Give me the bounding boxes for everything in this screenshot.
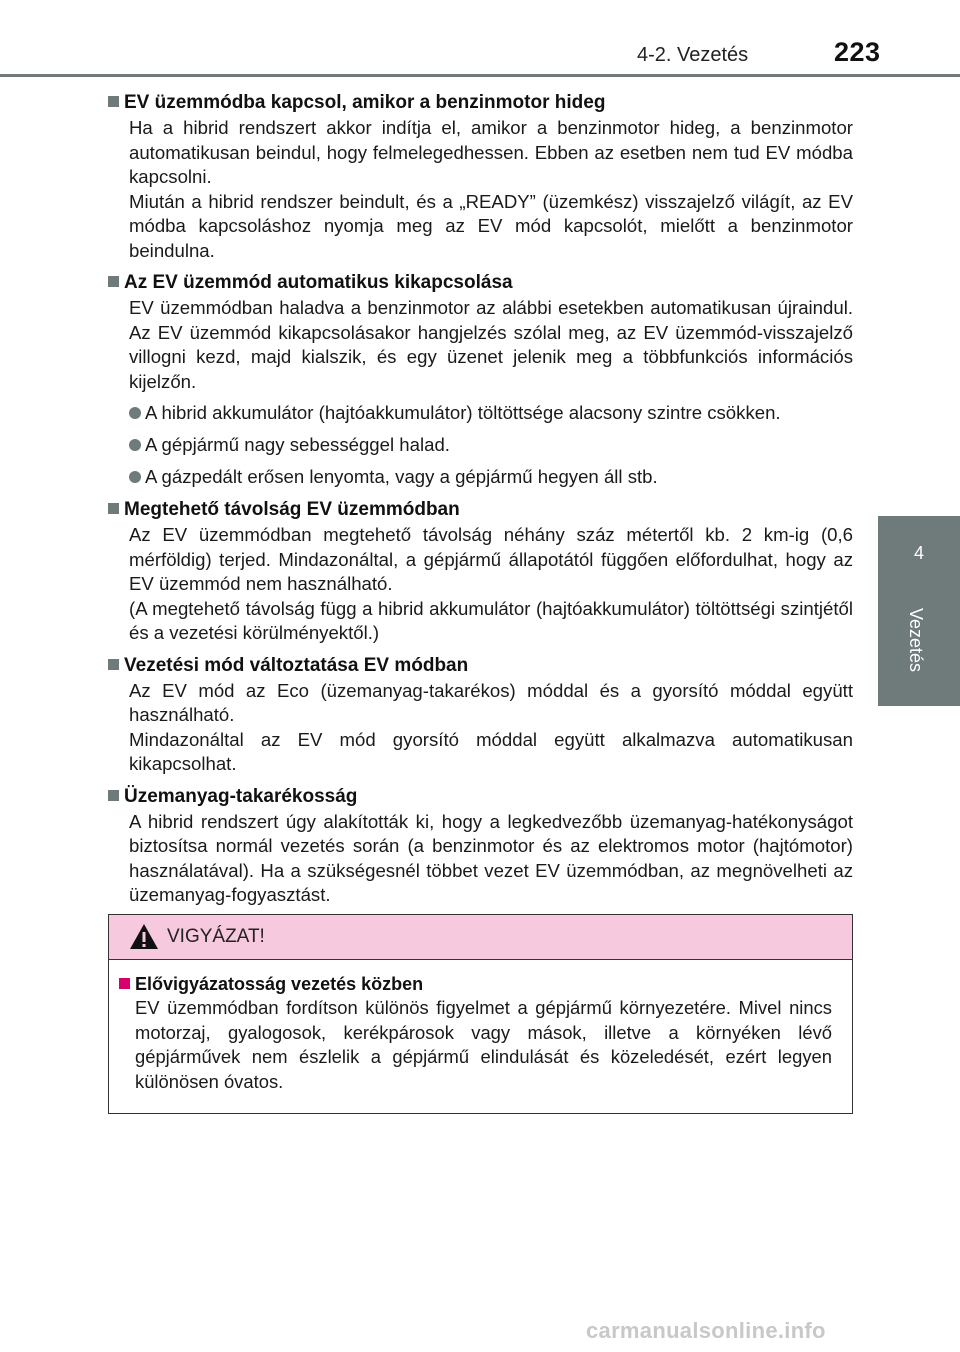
section-ev-cold-engine (108, 90, 853, 263)
section-heading: Az EV üzemmód automatikus kikapcsolása (108, 270, 853, 296)
paragraph: Miután a hibrid rendszer beindult, és a „READY” (üzemkész) visszajelző világít, az EV módba kapcsoláshoz nyomja meg az EV mód kapcsolót, mielőtt a benzinmotor beindulna. (129, 190, 853, 261)
section-ev-range (108, 497, 853, 646)
warning-subtitle: Elővigyázatosság vezetés közben (119, 972, 832, 996)
page-header (0, 0, 960, 80)
warning-triangle-icon (129, 923, 159, 950)
page-number: 223 (834, 37, 881, 67)
circle-bullet-icon (129, 471, 141, 483)
section-heading: EV üzemmódba kapcsol, amikor a benzinmotor hideg (108, 90, 853, 116)
section-ev-auto-off (108, 270, 853, 490)
square-bullet-icon (108, 96, 119, 107)
square-bullet-icon (108, 659, 119, 670)
section-heading: Üzemanyag-takarékosság (108, 784, 853, 810)
square-bullet-icon (108, 503, 119, 514)
paragraph: EV üzemmódban haladva a benzinmotor az alábbi esetekben automatikusan újraindul. Az EV üzemmód kikapcsolásakor hangjelzés szólal meg, az EV üzemmód-visszajelző villogni kezd, majd kialszik, és egy üzenet jelenik meg a többfunkciós információs kijelzőn. (129, 297, 853, 392)
warning-body (109, 960, 852, 1094)
paragraph: Az EV üzemmódban megtehető távolság néhány száz métertől kb. 2 km-ig (0,6 mérföldig) terjed. Mindazonáltal, a gépjármű állapotától függően előfordulhat, hogy az EV üzemmód nem használható. (129, 524, 853, 594)
bullet-list (129, 400, 853, 490)
warning-text: EV üzemmódban fordítson különös figyelmet a gépjármű környezetére. Mivel nincs motorzaj, gyalogosok, kerékpárosok vagy mások, illetve a környéken lévő gépjárművek nem észlelik a gépjármű elindulását és közeledését, ezért legyen különösen óvatos. (135, 997, 832, 1092)
section-label: 4-2. Vezetés (637, 44, 749, 66)
section-heading: Megtehető távolság EV üzemmódban (108, 497, 853, 523)
section-drive-mode (108, 653, 853, 777)
list-item: A hibrid akkumulátor (hajtóakkumulátor) töltöttsége alacsony szintre csökken. (129, 400, 853, 426)
chapter-label: Vezetés (906, 608, 926, 673)
circle-bullet-icon (129, 439, 141, 451)
section-fuel-economy (108, 784, 853, 908)
warning-title: VIGYÁZAT! (167, 926, 265, 947)
paragraph: Ha a hibrid rendszert akkor indítja el, amikor a benzinmotor hideg, a benzinmotor automatikusan beindul, hogy felmelegedhessen. Ebben az esetben nem tud EV módba kapcsolni. (129, 117, 853, 187)
paragraph: Az EV mód az Eco (üzemanyag-takarékos) móddal és a gyorsító móddal együtt használható. (129, 679, 853, 725)
square-bullet-icon (108, 790, 119, 801)
watermark: carmanualsonline.info (586, 1318, 826, 1343)
list-item: A gépjármű nagy sebességgel halad. (129, 432, 853, 458)
section-heading: Vezetési mód változtatása EV módban (108, 653, 853, 679)
list-item: A gázpedált erősen lenyomta, vagy a gépjármű hegyen áll stb. (129, 464, 853, 490)
paragraph: (A megtehető távolság függ a hibrid akkumulátor (hajtóakkumulátor) töltöttségi szintjétől és a vezetési körülményektől.) (129, 597, 853, 643)
chapter-number: 4 (913, 543, 924, 563)
square-bullet-icon (119, 978, 130, 989)
chapter-tab[interactable] (878, 516, 960, 596)
chapter-strip (878, 596, 960, 706)
warning-box (108, 914, 853, 1114)
circle-bullet-icon (129, 407, 141, 419)
page-content (108, 90, 853, 915)
paragraph: A hibrid rendszert úgy alakították ki, hogy a legkedvezőbb üzemanyag-hatékonyságot biztosítsa normál vezetés során (a benzinmotor és az elektromos motor (hajtómotor) használatával). Ha a szükségesnél többet vezet EV üzemmódban, az megnövelheti az üzemanyag-fogyasztást. (129, 810, 853, 905)
warning-header (109, 915, 852, 960)
square-bullet-icon (108, 276, 119, 287)
paragraph: Mindazonáltal az EV mód gyorsító móddal együtt alkalmazva automatikusan kikapcsolhat. (129, 728, 853, 774)
header-divider (0, 74, 960, 77)
